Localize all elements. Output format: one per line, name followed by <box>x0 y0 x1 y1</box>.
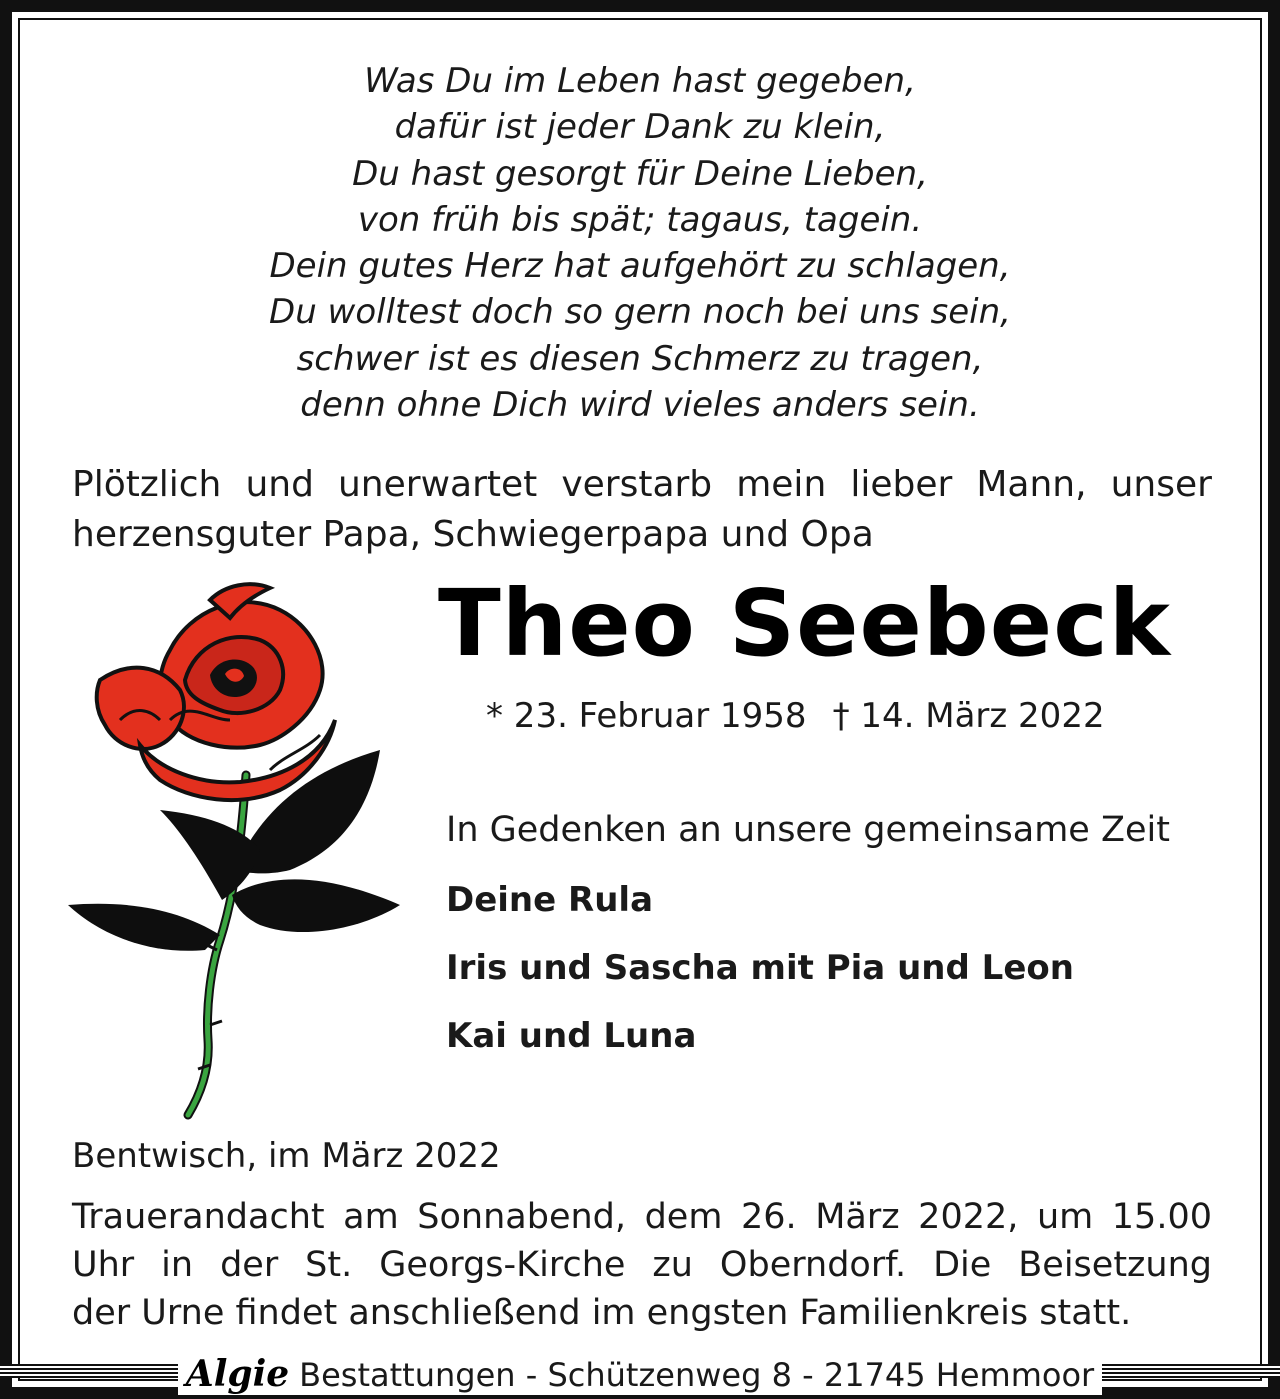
poem-line: Was Du im Leben hast gegeben, <box>364 61 916 101</box>
funeral-home-logo: Algie <box>185 1353 290 1395</box>
intro-word: Plötzlich <box>72 464 222 505</box>
rose-leaf <box>232 879 400 932</box>
intro-word: Mann, <box>976 464 1087 505</box>
poem-line: schwer ist es diesen Schmerz zu tragen, <box>296 338 984 379</box>
poem-line: Du hast gesorgt für Deine Lieben, <box>352 153 928 194</box>
poem-line: Dein gutes Herz hat aufgehört zu schlagen, <box>269 246 1011 287</box>
service-line: Uhr in der St. Georgs-Kirche zu Oberndorf. Die Beisetzung <box>72 1245 1212 1285</box>
memory-line: In Gedenken an unsere gemeinsame Zeit <box>446 810 1170 850</box>
intro-word: verstarb <box>561 464 713 505</box>
service-line: Trauerandacht am Sonnabend, dem 26. März 2022, um 15.00 <box>72 1197 1212 1237</box>
signer-name: Deine Rula <box>446 880 654 920</box>
poem-line: von früh bis spät; tagaus, tagein. <box>357 199 923 240</box>
service-line: der Urne findet anschließend im engsten Familienkreis statt. <box>72 1293 1132 1333</box>
footer-text <box>178 1353 1102 1395</box>
rose-leaf <box>68 904 220 951</box>
footer <box>0 1352 1280 1396</box>
poem-line: Du wolltest doch so gern noch bei uns sein, <box>269 292 1011 333</box>
signer-name: Kai und Luna <box>446 1016 697 1056</box>
service-info <box>72 1193 1212 1337</box>
intro-word: mein <box>736 464 827 505</box>
poem <box>0 58 1280 428</box>
rose-icon <box>60 570 410 1120</box>
deceased-name: Theo Seebeck <box>438 570 1171 677</box>
poem-line: dafür ist jeder Dank zu klein, <box>394 107 886 148</box>
intro-line-2: herzensguter Papa, Schwiegerpapa und Opa <box>72 514 874 555</box>
death-date: † 14. März 2022 <box>832 696 1105 736</box>
place-date: Bentwisch, im März 2022 <box>72 1136 501 1176</box>
intro-word: lieber <box>850 464 953 505</box>
intro-line-1 <box>72 460 1212 510</box>
announcement-intro <box>72 460 1212 560</box>
signer-name: Iris und Sascha mit Pia und Leon <box>446 948 1074 988</box>
intro-word: und <box>245 464 314 505</box>
funeral-home-address: Bestattungen - Schützenweg 8 - 21745 Hemmoor <box>299 1356 1095 1394</box>
poem-line: denn ohne Dich wird vieles anders sein. <box>300 385 980 426</box>
rose-petal <box>97 668 184 749</box>
birth-date: * 23. Februar 1958 <box>486 696 807 736</box>
life-dates <box>486 696 1105 736</box>
intro-word: unser <box>1110 464 1212 505</box>
intro-word: unerwartet <box>337 464 538 505</box>
